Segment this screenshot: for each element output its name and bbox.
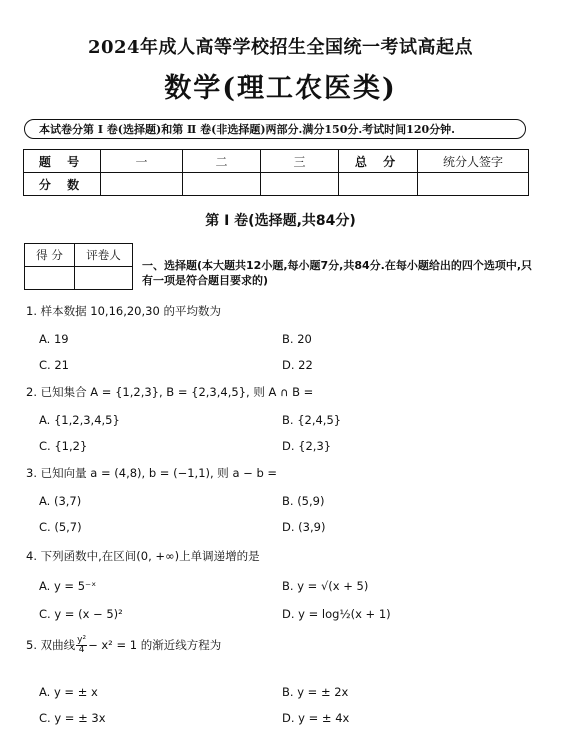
question-stem: 2. 已知集合 A = {1,2,3}, B = {2,3,4,5}, 则 A ∩ B =	[26, 385, 314, 399]
option-b[interactable]: B. {2,4,5}	[282, 413, 342, 427]
option-c[interactable]: C. (5,7)	[39, 520, 82, 534]
score-entry-cell[interactable]	[339, 173, 418, 196]
option-a[interactable]: A. (3,7)	[39, 494, 82, 508]
option-d[interactable]: D. 22	[282, 358, 313, 372]
option-a[interactable]: A. 19	[39, 332, 69, 346]
question-stem: 4. 下列函数中,在区间(0, +∞)上单调递增的是	[26, 549, 260, 563]
option-c[interactable]: C. 21	[39, 358, 69, 372]
score-entry-cell[interactable]	[261, 173, 339, 196]
score-entry-cell[interactable]	[101, 173, 183, 196]
grader-table	[24, 243, 133, 290]
option-a[interactable]: A. {1,2,3,4,5}	[39, 413, 120, 427]
score-table-cell: 三	[261, 150, 339, 173]
score-table-cell: 一	[101, 150, 183, 173]
score-entry-cell[interactable]	[183, 173, 261, 196]
grader-score-cell[interactable]	[25, 267, 75, 290]
score-table-cell: 分 数	[24, 173, 101, 196]
question-stem: 1. 样本数据 10,16,20,30 的平均数为	[26, 304, 221, 318]
score-table-cell: 题 号	[24, 150, 101, 173]
option-c[interactable]: C. {1,2}	[39, 439, 88, 453]
section-instructions: 一、选择题(本大题共12小题,每小题7分,共84分.在每小题给出的四个选项中,只有一项是符合题目要求的)	[142, 259, 533, 287]
question-stem: 3. 已知向量 a = (4,8), b = (−1,1), 则 a − b =	[26, 466, 278, 480]
option-a[interactable]: A. y = 5⁻ˣ	[39, 579, 97, 593]
score-table-score-row	[24, 173, 529, 196]
option-d[interactable]: D. y = ± 4x	[282, 711, 350, 725]
grader-label-score: 得 分	[25, 244, 75, 267]
option-d[interactable]: D. {2,3}	[282, 439, 332, 453]
option-c[interactable]: C. y = ± 3x	[39, 711, 106, 725]
score-table-cell: 统分人签字	[418, 150, 529, 173]
exam-notice: 本试卷分第 Ⅰ 卷(选择题)和第 Ⅱ 卷(非选择题)两部分.满分150分.考试时间120分钟.	[24, 119, 526, 139]
fraction-denominator: 4	[78, 645, 85, 655]
fraction	[76, 636, 87, 655]
stem-prefix: 5. 双曲线	[26, 638, 76, 652]
option-b[interactable]: B. (5,9)	[282, 494, 325, 508]
option-d[interactable]: D. y = log½(x + 1)	[282, 607, 391, 621]
score-table-cell: 总 分	[339, 150, 418, 173]
fraction-numerator: y²	[77, 635, 87, 645]
option-c[interactable]: C. y = (x − 5)²	[39, 607, 123, 621]
section-title: 第 Ⅰ 卷(选择题,共84分)	[205, 213, 356, 229]
option-a[interactable]: A. y = ± x	[39, 685, 98, 699]
option-b[interactable]: B. y = √(x + 5)	[282, 579, 369, 593]
score-entry-cell[interactable]	[418, 173, 529, 196]
score-table-cell: 二	[183, 150, 261, 173]
option-b[interactable]: B. 20	[282, 332, 312, 346]
question-stem	[26, 636, 221, 655]
subject-title: 数学(理工农医类)	[164, 73, 397, 104]
stem-suffix: − x² = 1 的渐近线方程为	[88, 638, 222, 652]
score-table-header-row	[24, 150, 529, 173]
score-table	[23, 149, 529, 196]
grader-label-reviewer: 评卷人	[75, 244, 133, 267]
option-d[interactable]: D. (3,9)	[282, 520, 326, 534]
option-b[interactable]: B. y = ± 2x	[282, 685, 349, 699]
grader-reviewer-cell[interactable]	[75, 267, 133, 290]
exam-title: 2024年成人高等学校招生全国统一考试高起点	[87, 37, 474, 58]
